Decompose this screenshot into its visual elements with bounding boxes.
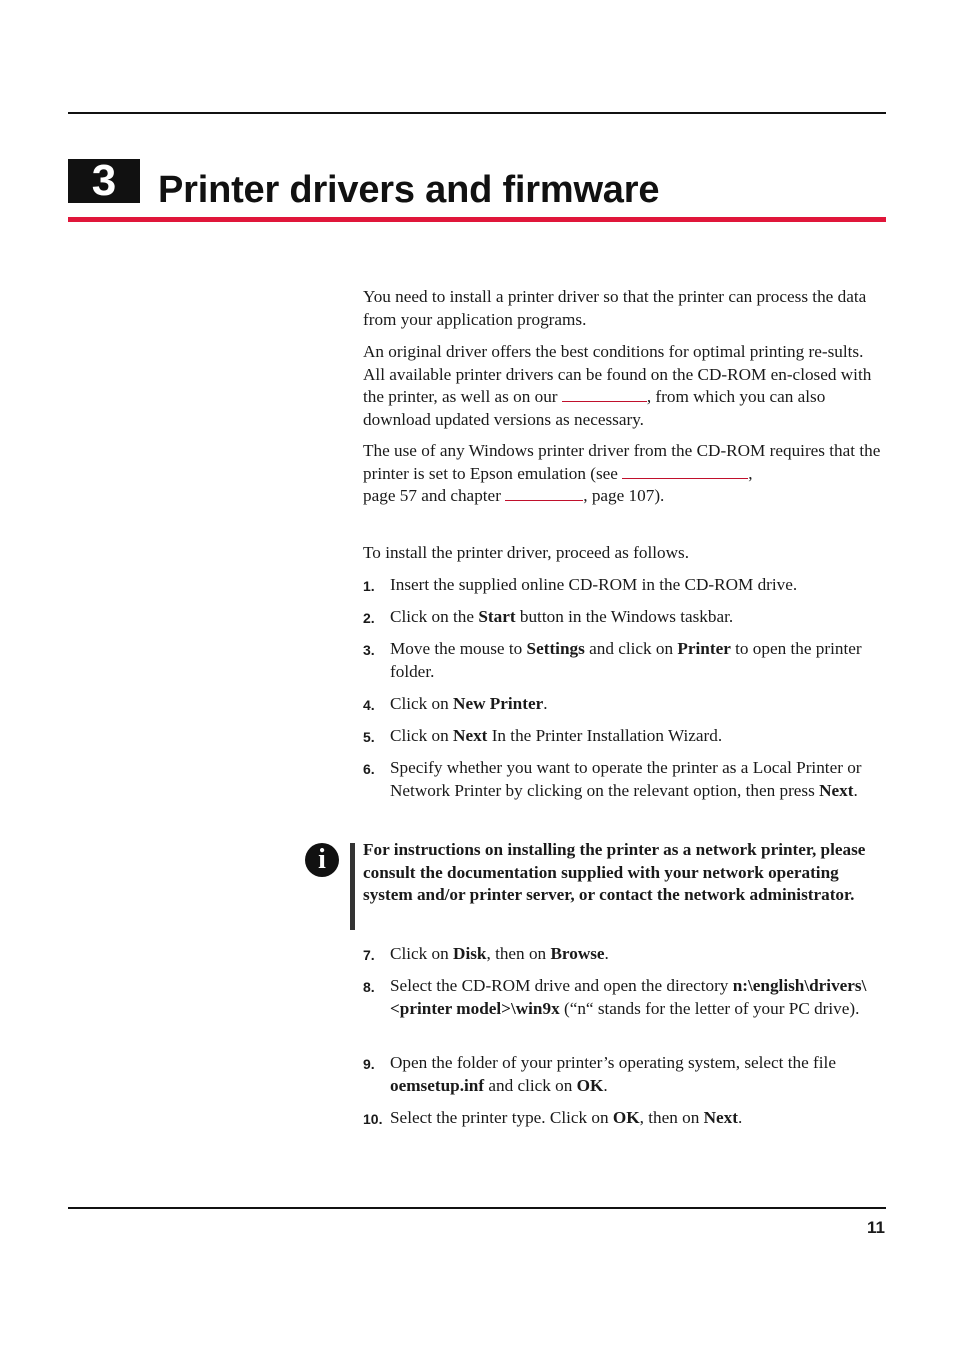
chapter-link[interactable]: [505, 486, 583, 501]
step-6: [363, 757, 885, 802]
step-2: [363, 606, 885, 629]
emulation-section-link[interactable]: [622, 464, 748, 479]
step-8: [363, 975, 885, 1020]
chapter-number: 3: [91, 156, 117, 205]
step-text: Click on Disk, then on Browse.: [390, 944, 609, 963]
step-7: [363, 943, 885, 966]
intro-paragraph-3-text-c: page 57 and chapter: [363, 486, 501, 506]
step-number: 5.: [363, 729, 375, 745]
chapter-number-badge: [68, 156, 140, 205]
step-number: 9.: [363, 1056, 375, 1072]
step-9: [363, 1052, 885, 1097]
step-number: 10.: [363, 1111, 383, 1127]
header-rule: [68, 112, 886, 114]
step-text: Specify whether you want to operate the printer as a Local Printer or Network Printer by clicking on the relevant option, then press Next.: [390, 758, 862, 800]
step-1: [363, 574, 885, 597]
step-number: 8.: [363, 979, 375, 995]
intro-paragraph-3-text-a: The use of any Windows printer driver from the CD-ROM requires that the printer is set to Epson emulation (see: [363, 441, 881, 483]
step-number: 2.: [363, 610, 375, 626]
intro-paragraph-1: You need to install a printer driver so that the printer can process the data from your application programs.: [363, 287, 867, 329]
step-4: [363, 693, 885, 716]
step-text: Select the printer type. Click on OK, then on Next.: [390, 1108, 743, 1127]
intro-paragraph-3-comma: ,: [748, 463, 753, 483]
page-number: 11: [867, 1218, 885, 1237]
intro-paragraph-2: [363, 341, 885, 431]
intro-paragraph-2-text-b: , from which you can also download updated versions as necessary.: [363, 387, 826, 429]
step-10: [363, 1107, 885, 1130]
step-text: Click on Next In the Printer Installation Wizard.: [390, 726, 723, 745]
intro-paragraph-2-text-a: An original driver offers the best conditions for optimal printing re-sults. All available printer drivers can be found on the CD-ROM en-closed with the printer, as well as on our: [363, 342, 872, 407]
chapter-title-rule: [68, 217, 886, 222]
chapter-title: Printer drivers and firmware: [158, 169, 660, 211]
step-text: Select the CD-ROM drive and open the directory n:\english\drivers\<printer model>\win9x (“n“ stands for the letter of your PC drive).: [390, 976, 867, 1018]
step-number: 6.: [363, 761, 375, 777]
step-text: Open the folder of your printer’s operating system, select the file oemsetup.inf and click on OK.: [390, 1053, 836, 1095]
step-5: [363, 725, 885, 748]
intro-paragraph-3-text-d: , page 107).: [583, 486, 665, 506]
step-number: 1.: [363, 578, 375, 594]
step-text: Insert the supplied online CD-ROM in the CD-ROM drive.: [390, 575, 798, 594]
procedure-intro: To install the printer driver, proceed as follows.: [363, 543, 690, 562]
step-number: 4.: [363, 697, 375, 713]
step-number: 3.: [363, 642, 375, 658]
step-text: Click on the Start button in the Windows taskbar.: [390, 607, 734, 626]
note-text: For instructions on installing the printer as a network printer, please consult the documentation supplied with your network operating system and/or printer server, or contact the network administrator.: [363, 840, 866, 905]
footer-rule: [68, 1207, 886, 1209]
step-text: Move the mouse to Settings and click on Printer to open the printer folder.: [390, 639, 862, 681]
step-3: [363, 638, 885, 683]
website-link[interactable]: [562, 387, 647, 402]
note-bar: [350, 843, 355, 930]
intro-paragraph-3: [363, 440, 885, 508]
step-number: 7.: [363, 947, 375, 963]
step-text: Click on New Printer.: [390, 694, 548, 713]
info-icon: i: [305, 843, 339, 877]
